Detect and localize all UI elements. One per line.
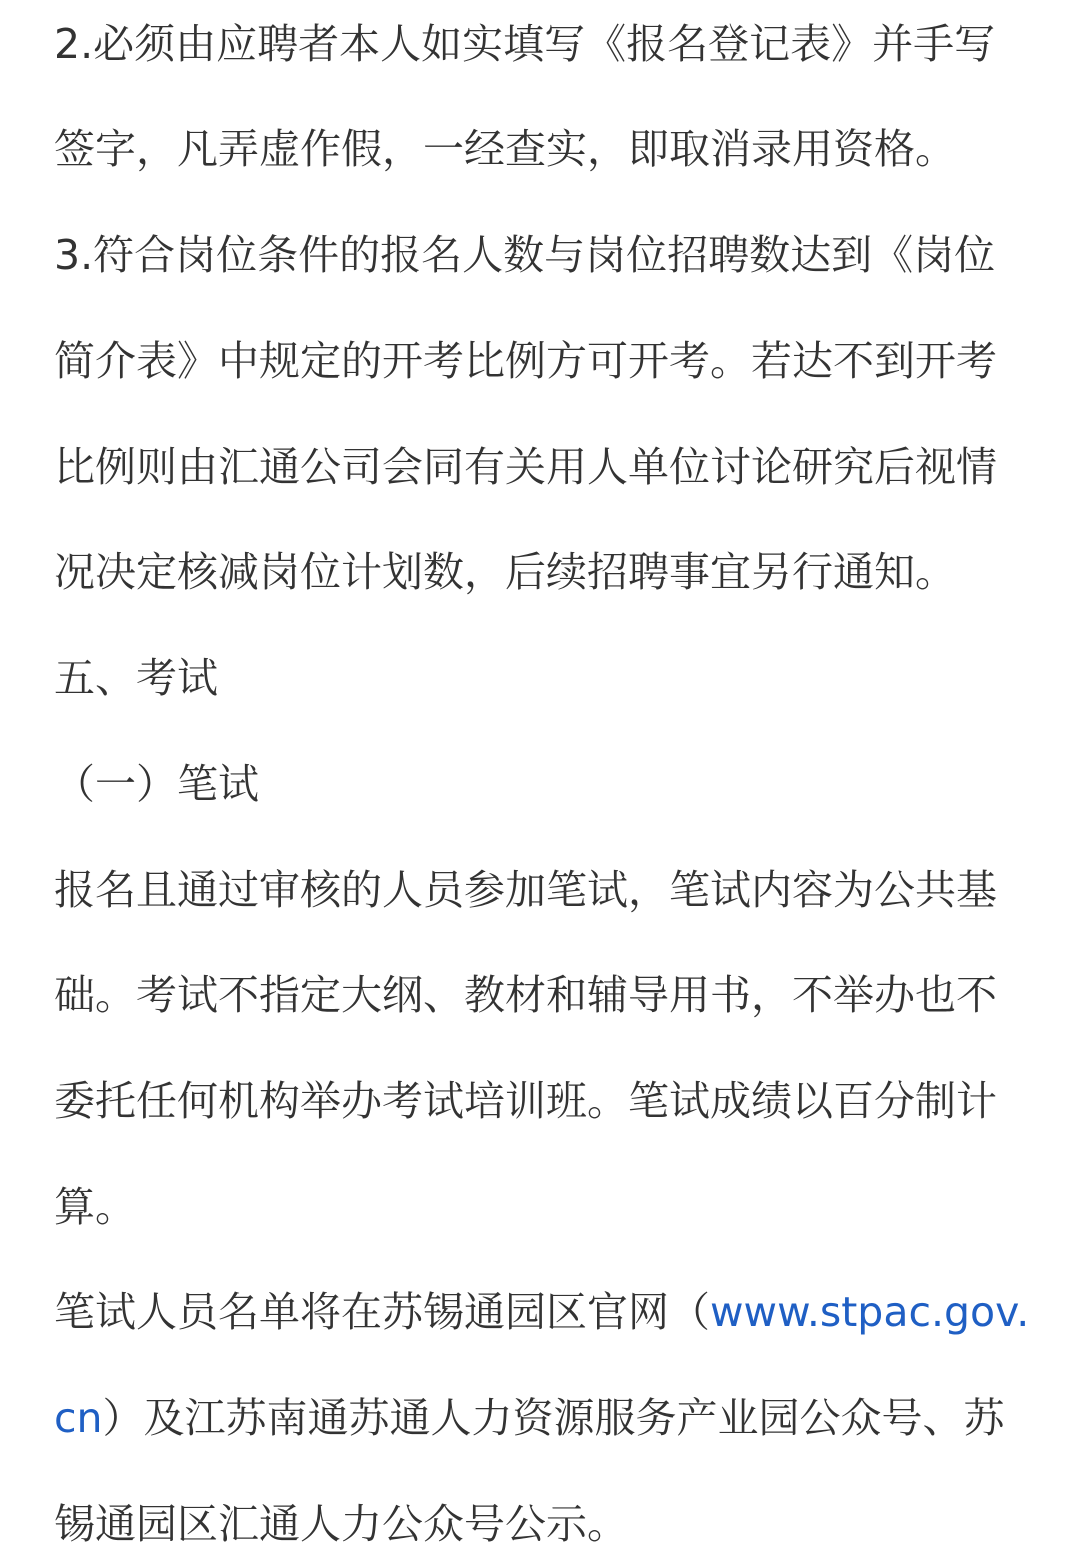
paragraph-line: 报名且通过审核的人员参加笔试，笔试内容为公共基 (54, 866, 997, 914)
paragraph-line: 3.符合岗位条件的报名人数与岗位招聘数达到《岗位 (54, 231, 996, 279)
paragraph-text: 笔试人员名单将在苏锡通园区官网（ (54, 1288, 710, 1336)
paragraph-line: 比例则由汇通公司会同有关用人单位讨论研究后视情 (54, 443, 997, 491)
subsection-heading: （一）笔试 (54, 760, 259, 808)
website-link[interactable]: www.stpac.gov. (710, 1288, 1030, 1336)
paragraph-line: 算。 (54, 1183, 136, 1231)
paragraph-line: 锡通园区汇通人力公众号公示。 (54, 1500, 628, 1548)
paragraph-line: 况决定核减岗位计划数，后续招聘事宜另行通知。 (54, 548, 956, 596)
paragraph-line: 委托任何机构举办考试培训班。笔试成绩以百分制计 (54, 1077, 997, 1125)
paragraph-text: ）及江苏南通苏通人力资源服务产业园公众号、苏 (102, 1394, 1005, 1442)
paragraph-line: 2.必须由应聘者本人如实填写《报名登记表》并手写 (54, 20, 996, 68)
website-link-continued[interactable]: cn (54, 1394, 103, 1442)
section-heading: 五、考试 (54, 654, 218, 702)
paragraph-line: 签字，凡弄虚作假，一经查实，即取消录用资格。 (54, 125, 956, 173)
paragraph-line-with-link (54, 1282, 1029, 1342)
paragraph-line-with-link (54, 1388, 1005, 1448)
paragraph-line: 础。考试不指定大纲、教材和辅导用书，不举办也不 (54, 971, 997, 1019)
paragraph-line: 简介表》中规定的开考比例方可开考。若达不到开考 (54, 337, 997, 385)
